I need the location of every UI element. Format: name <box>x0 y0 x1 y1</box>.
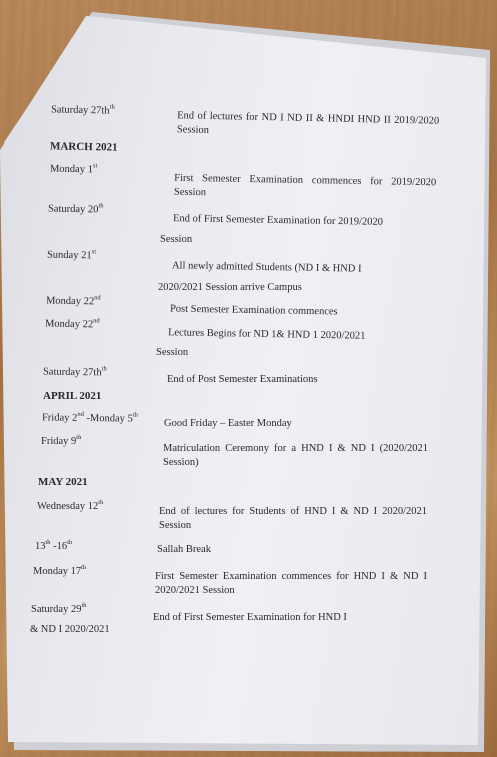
event-description: End of First Semester Examination for 2019/2020 <box>172 213 384 228</box>
event-description: Sallah Break <box>157 544 211 555</box>
month-heading: APRIL 2021 <box>43 390 102 402</box>
event-description: First Semester Examination commences for 2019/2020 Session <box>173 172 437 199</box>
event-description: Post Semester Examination commences <box>169 303 338 318</box>
date-cell: Monday 1st <box>49 162 98 176</box>
event-description-continued: Session <box>160 234 193 245</box>
date-cell: Saturday $27th^{th}$ <box>50 103 115 117</box>
event-description: End of lectures for Students of HND I & ND I 2020/2021 Session <box>159 506 427 531</box>
date-cell: Friday 2nd -Monday 5th <box>41 410 138 425</box>
event-description-continued: 2020/2021 Session arrive Campus <box>158 282 302 293</box>
date-cell: Wednesday 12th <box>37 499 104 512</box>
event-description-continued: Session <box>156 347 189 358</box>
month-heading: MAY 2021 <box>38 476 88 488</box>
event-description: Matriculation Ceremony for a HND I & ND I (2020/2021 Session) <box>163 443 428 468</box>
date-cell-continued: & ND I 2020/2021 <box>30 624 110 635</box>
event-description: End of First Semester Examination for HND I <box>153 612 347 623</box>
event-description: All newly admitted Students (ND I & HND I <box>171 260 362 275</box>
date-cell: Monday 17th <box>33 564 87 577</box>
date-cell: Friday 9th <box>41 434 82 447</box>
month-heading: MARCH 2021 <box>49 140 118 154</box>
date-cell: 13th -16th <box>35 539 73 552</box>
event-description: End of Post Semester Examinations <box>167 374 318 385</box>
date-cell: Saturday 29th <box>31 602 87 615</box>
date-cell: Saturday 20th <box>47 202 104 216</box>
event-description: First Semester Examination commences for HND I & ND I 2020/2021 Session <box>155 571 427 596</box>
date-cell: Monday 22nd <box>44 317 100 331</box>
date-cell: Monday 22nd <box>45 294 101 308</box>
event-description: Good Friday – Easter Monday <box>164 418 292 429</box>
date-cell: Saturday $27th^{th}$ <box>42 365 107 379</box>
event-description: End of lectures for ND I ND II & HNDI HND II 2019/2020 Session <box>176 110 440 136</box>
date-cell: Sunday 21st <box>46 248 97 262</box>
event-description: Lectures Begins for ND 1& HND 1 2020/2021 <box>167 327 366 342</box>
